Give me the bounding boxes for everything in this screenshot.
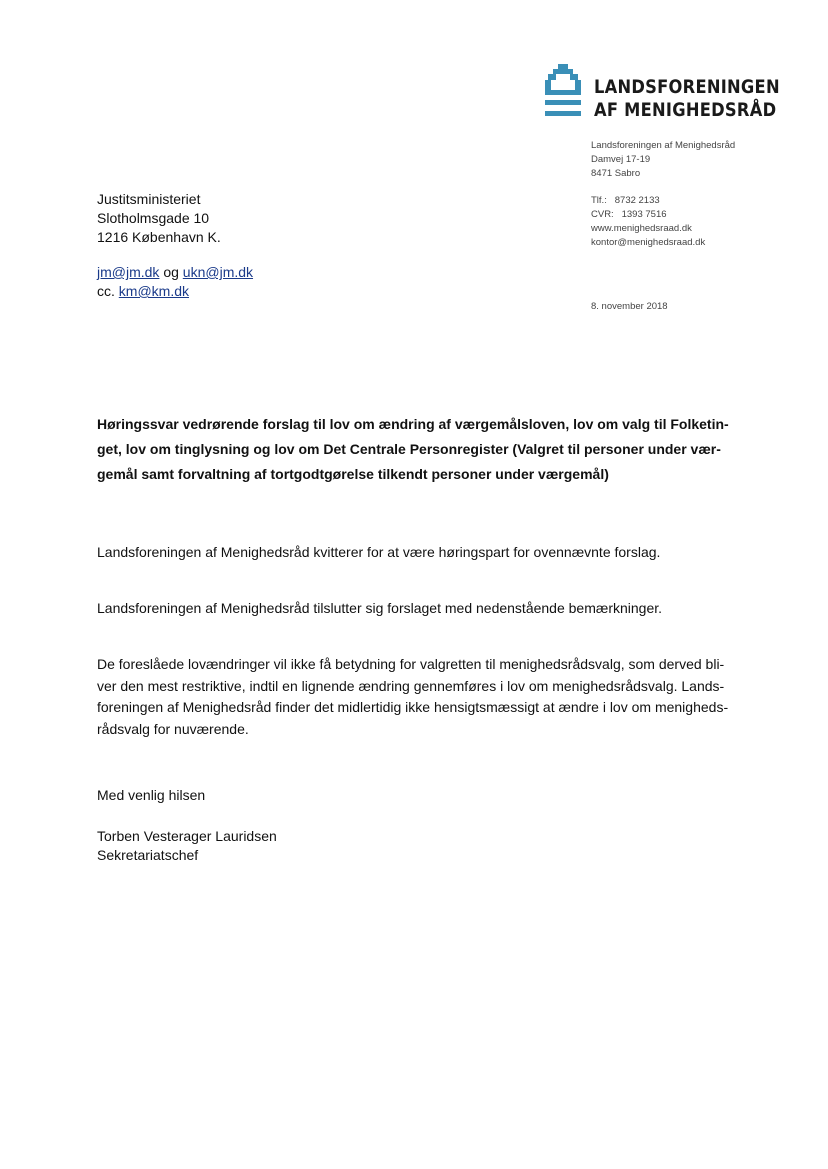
email-link-jm[interactable]: jm@jm.dk [97,264,160,280]
email-link-ukn[interactable]: ukn@jm.dk [182,264,254,280]
letter-date: 8. november 2018 [591,301,668,312]
recipient-street: Slotholmsgade 10 [97,210,210,226]
paragraph-line: De foreslåede lovændringer vil ikke få betydning for valgretten til menighedsrådsvalg, som derved bli- [97,656,725,672]
sender-street: Damvej 17-19 [591,154,651,165]
closing-greeting: Med venlig hilsen [97,787,206,803]
recipient-city: 1216 København K. [97,229,221,245]
signature-block [97,827,277,865]
logo-text [594,76,780,122]
subject-line: Høringssvar vedrørende forslag til lov om ændring af værgemålsloven, lov om valg til Folketin- [97,416,729,432]
logo-line-2: AF MENIGHEDSRÅD [594,100,777,121]
sender-email: kontor@menighedsraad.dk [591,237,706,248]
cc-label: cc. [97,283,119,299]
sender-name: Landsforeningen af Menighedsråd [591,140,736,151]
subject-line: gemål samt forvaltning af tortgodtgørelse tilkendt personer under værgemål) [97,466,609,482]
sender-address [591,139,735,181]
email-link-km[interactable]: km@km.dk [118,283,189,299]
og-text: og [159,264,183,280]
subject-heading [97,412,729,487]
paragraph-1: Landsforeningen af Menighedsråd kvitterer for at være høringspart for ovennævnte forslag. [97,544,661,560]
sender-cvr: CVR: 1393 7516 [591,209,667,220]
logo-icon [545,64,581,120]
recipient-name: Justitsministeriet [97,191,201,207]
sender-city: 8471 Sabro [591,168,641,179]
subject-line: get, lov om tinglysning og lov om Det Centrale Personregister (Valgret til personer under vær- [97,441,721,457]
signer-name: Torben Vesterager Lauridsen [97,828,277,844]
logo-line-1: LANDSFORENINGEN [594,77,780,98]
recipient-address [97,190,221,247]
paragraph-line: ver den mest restriktive, indtil en lignende ændring gennemføres i lov om menighedsrådsvalg. Lands- [97,677,725,694]
signer-title: Sekretariatschef [97,847,199,863]
recipient-emails [97,263,253,301]
sender-phone: Tlf.: 8732 2133 [591,195,660,206]
sender-contact [591,194,705,250]
sender-website: www.menighedsraad.dk [591,223,692,234]
paragraph-3 [97,654,728,740]
paragraph-2: Landsforeningen af Menighedsråd tilslutter sig forslaget med nedenstående bemærkninger. [97,600,663,616]
paragraph-line: foreningen af Menighedsråd finder det midlertidig ikke hensigtsmæssigt at ændre i lov om menigheds- [97,699,729,715]
paragraph-line: rådsvalg for nuværende. [97,720,249,737]
